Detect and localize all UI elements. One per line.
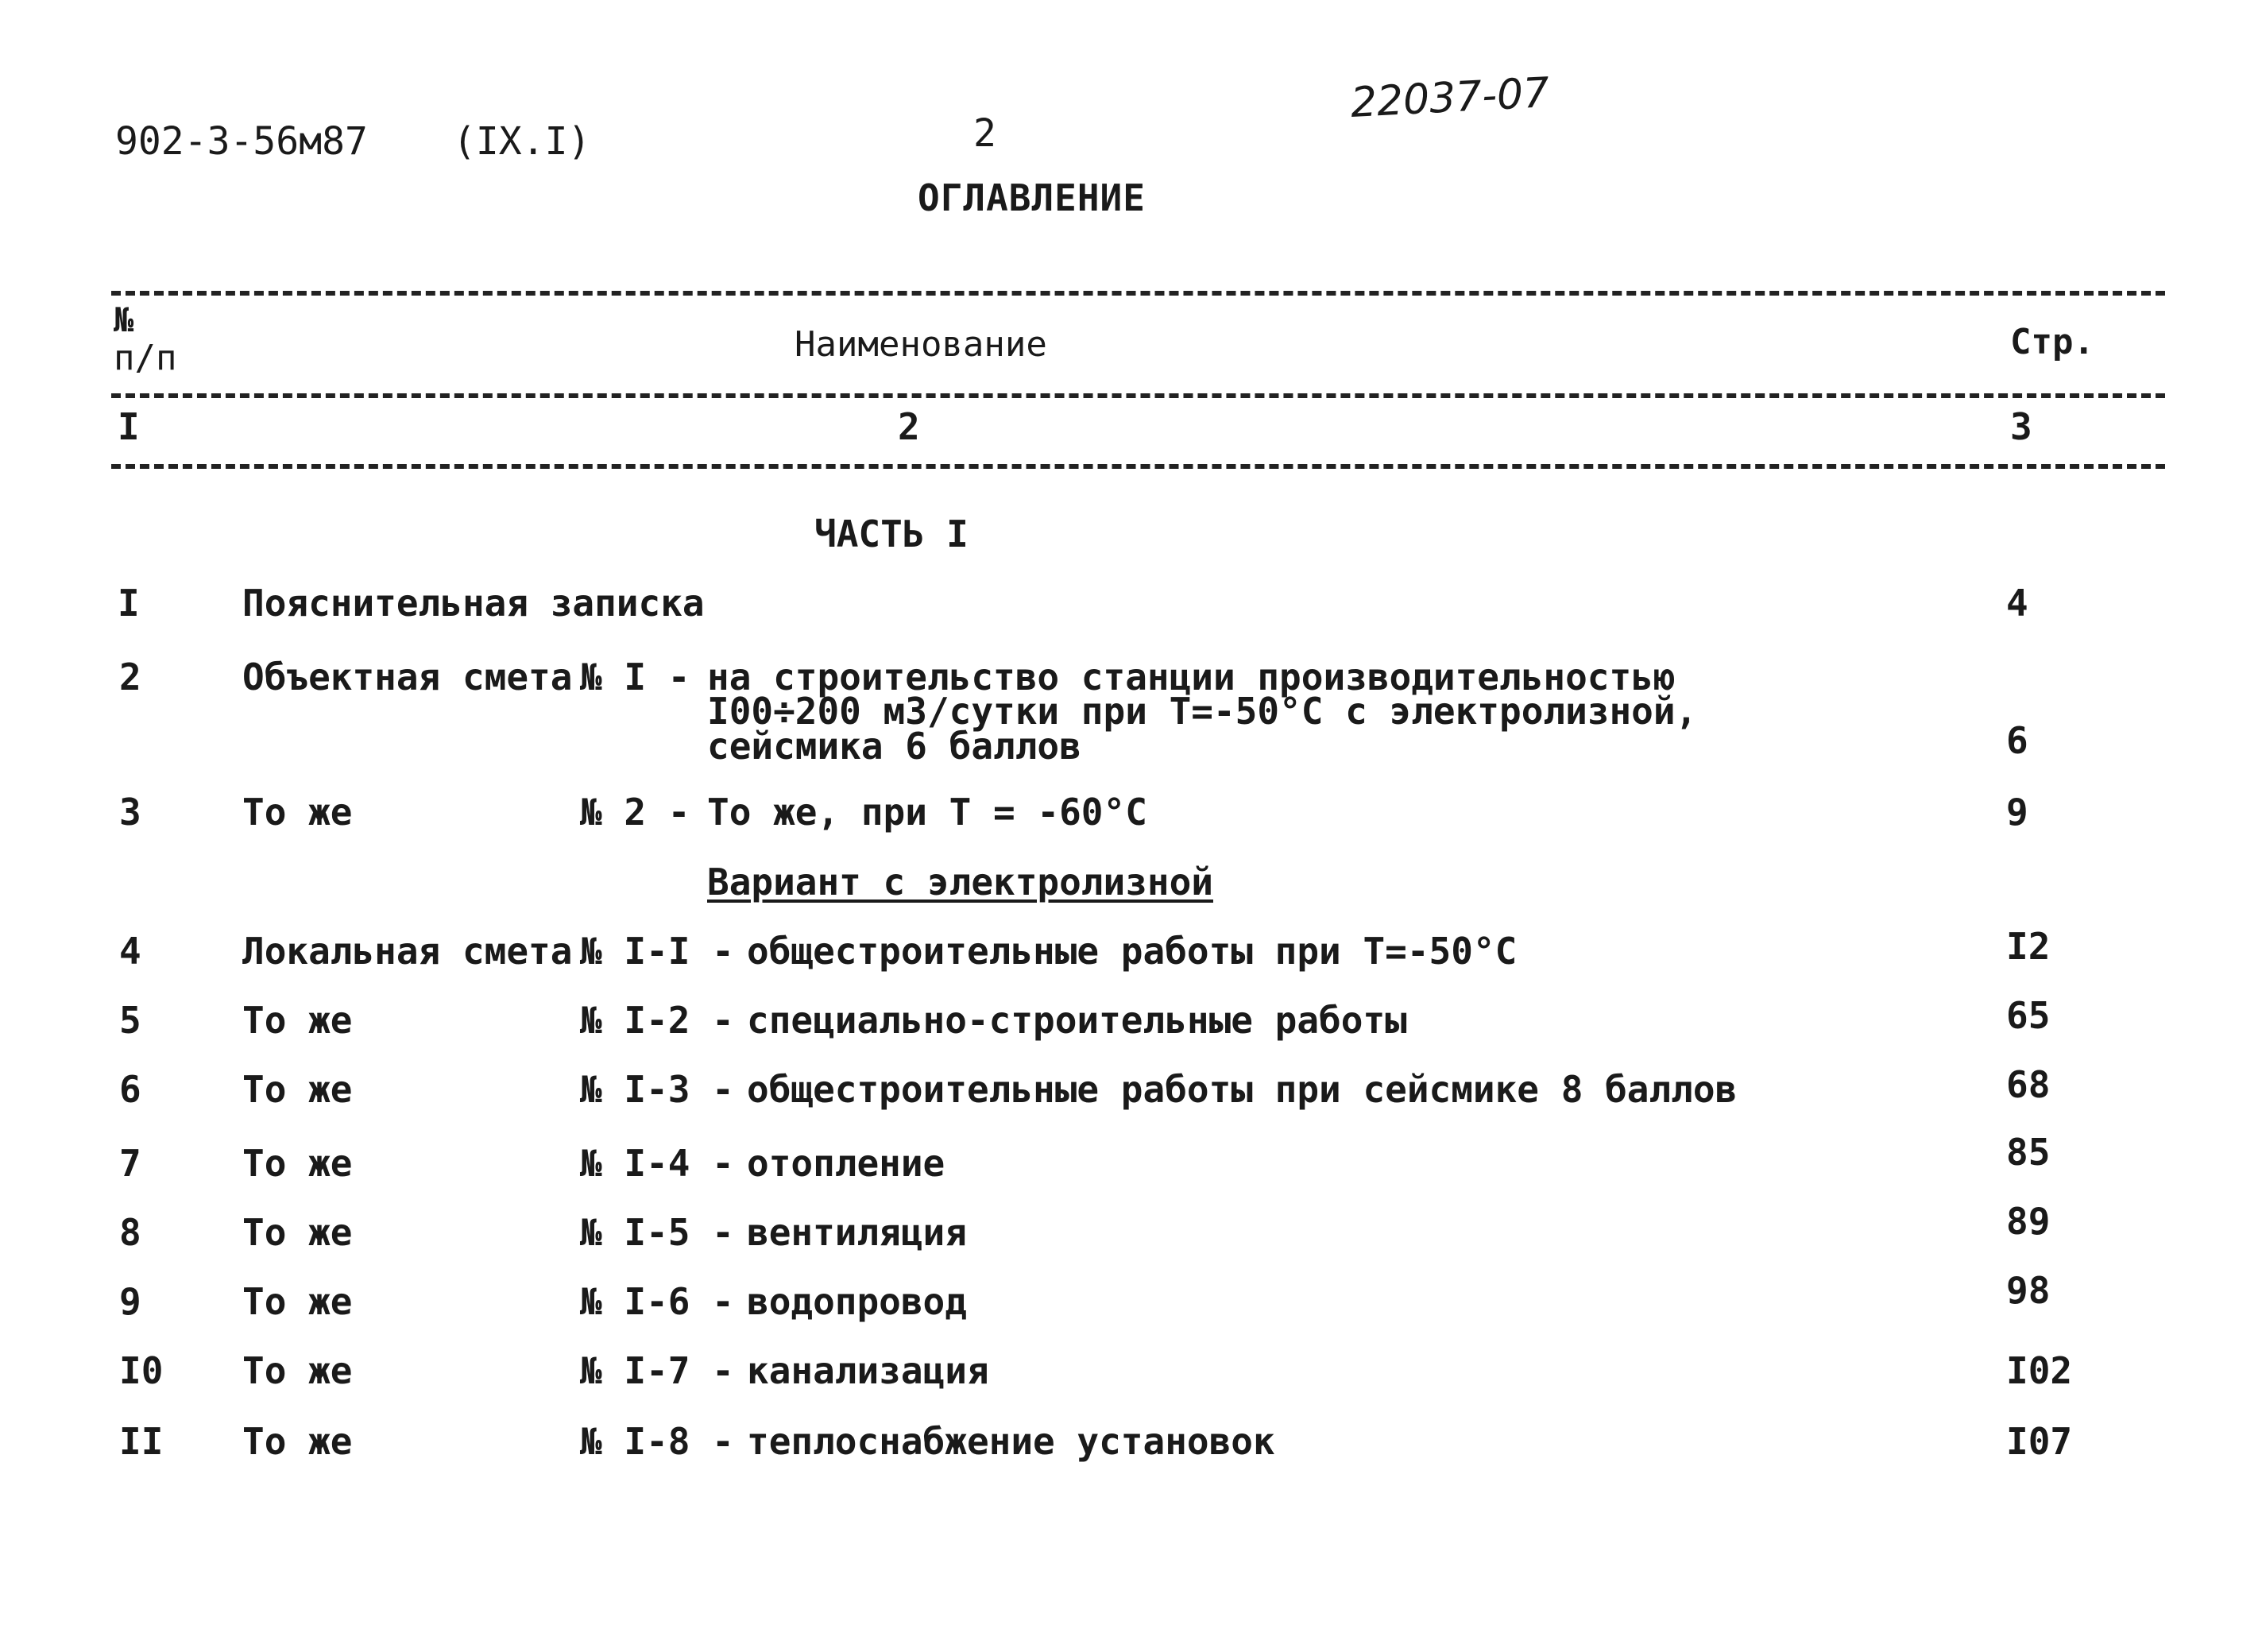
row-kind: Объектная смета (242, 656, 573, 698)
toc-row (0, 1269, 2262, 1328)
page-title: ОГЛАВЛЕНИЕ (918, 176, 1146, 219)
column-header-page: Стр. (2010, 322, 2094, 362)
row-number: 5 (119, 999, 141, 1042)
row-kind: То же (242, 1068, 353, 1111)
row-kind: То же (242, 1420, 353, 1463)
row-page: 65 (2006, 994, 2051, 1037)
row-code: № I - (580, 656, 690, 698)
row-page: 98 (2006, 1269, 2051, 1312)
row-number: 6 (119, 1068, 141, 1111)
column-header-name: Наименование (795, 324, 1047, 365)
part-title: ЧАСТЬ I (814, 513, 969, 555)
row-description: То же, при Т = -60°С (707, 791, 1147, 834)
column-number-1: I (118, 405, 140, 448)
toc-row (0, 791, 2262, 838)
row-kind: Локальная смета (242, 930, 573, 973)
row-kind: То же (242, 1280, 353, 1323)
row-number: II (119, 1420, 164, 1463)
row-code: № I-8 - (580, 1420, 734, 1463)
toc-row (0, 1131, 2262, 1190)
row-page: 4 (2006, 582, 2028, 625)
row-code: № 2 - (580, 791, 690, 834)
row-number: 2 (119, 656, 141, 698)
toc-row (0, 994, 2262, 1047)
row-page: 9 (2006, 791, 2028, 834)
section-code: (IX.I) (453, 119, 591, 164)
document-code: 902-3-56м87 (115, 119, 368, 164)
row-kind: Пояснительная записка (242, 582, 705, 625)
row-description: вентиляция (747, 1211, 967, 1254)
row-page: I07 (2006, 1420, 2073, 1463)
row-description-line2: I00÷200 м3/сутки при Т=-50°С с электролизной, (707, 690, 1698, 733)
row-description: канализация (747, 1349, 989, 1392)
row-code: № I-4 - (580, 1142, 734, 1185)
row-page: I2 (2006, 925, 2051, 968)
row-number: 4 (119, 930, 141, 973)
row-description: отопление (747, 1142, 945, 1185)
toc-row (0, 582, 2262, 629)
row-code: № I-I - (580, 930, 734, 973)
row-number: I (118, 582, 140, 625)
page-number: 2 (973, 111, 996, 156)
row-page: 68 (2006, 1063, 2051, 1106)
row-code: № I-2 - (580, 999, 734, 1042)
column-number-3: 3 (2010, 405, 2032, 448)
row-description: водопровод (747, 1280, 967, 1323)
row-code: № I-3 - (580, 1068, 734, 1111)
row-description: общестроительные работы при Т=-50°С (747, 930, 1518, 973)
row-description: специально-строительные работы (747, 999, 1407, 1042)
variant-subtitle: Вариант с электролизной (707, 861, 1213, 903)
table-header-rule (111, 393, 2165, 398)
row-description: общестроительные работы при сейсмике 8 баллов (747, 1068, 1738, 1111)
row-page: I02 (2006, 1349, 2073, 1392)
toc-row (0, 1063, 2262, 1116)
row-number: 9 (119, 1280, 141, 1323)
row-number: I0 (119, 1349, 164, 1392)
row-kind: То же (242, 791, 353, 834)
row-kind: То же (242, 1211, 353, 1254)
row-code: № I-6 - (580, 1280, 734, 1323)
row-description: на строительство станции производительностью (707, 656, 1676, 698)
row-page: 85 (2006, 1131, 2051, 1174)
toc-row (0, 1420, 2262, 1468)
table-top-rule (111, 291, 2165, 296)
column-header-number-sign: № (114, 300, 134, 339)
row-code: № I-5 - (580, 1211, 734, 1254)
row-number: 7 (119, 1142, 141, 1185)
row-kind: То же (242, 999, 353, 1042)
row-number: 8 (119, 1211, 141, 1254)
toc-row (0, 1349, 2262, 1397)
row-description-line3: сейсмика 6 баллов (707, 725, 1081, 768)
column-header-number: п/п (114, 338, 177, 378)
row-number: 3 (119, 791, 141, 834)
row-page: 6 (2006, 719, 2028, 762)
row-description: теплоснабжение установок (747, 1420, 1275, 1463)
table-numbering-rule (111, 464, 2165, 469)
row-kind: То же (242, 1142, 353, 1185)
column-number-2: 2 (898, 405, 920, 448)
row-page: 89 (2006, 1200, 2051, 1243)
row-code: № I-7 - (580, 1349, 734, 1392)
toc-row (0, 1200, 2262, 1259)
row-kind: То же (242, 1349, 353, 1392)
toc-row (0, 925, 2262, 977)
handwritten-stamp-number: 22037-07 (1349, 68, 1551, 127)
